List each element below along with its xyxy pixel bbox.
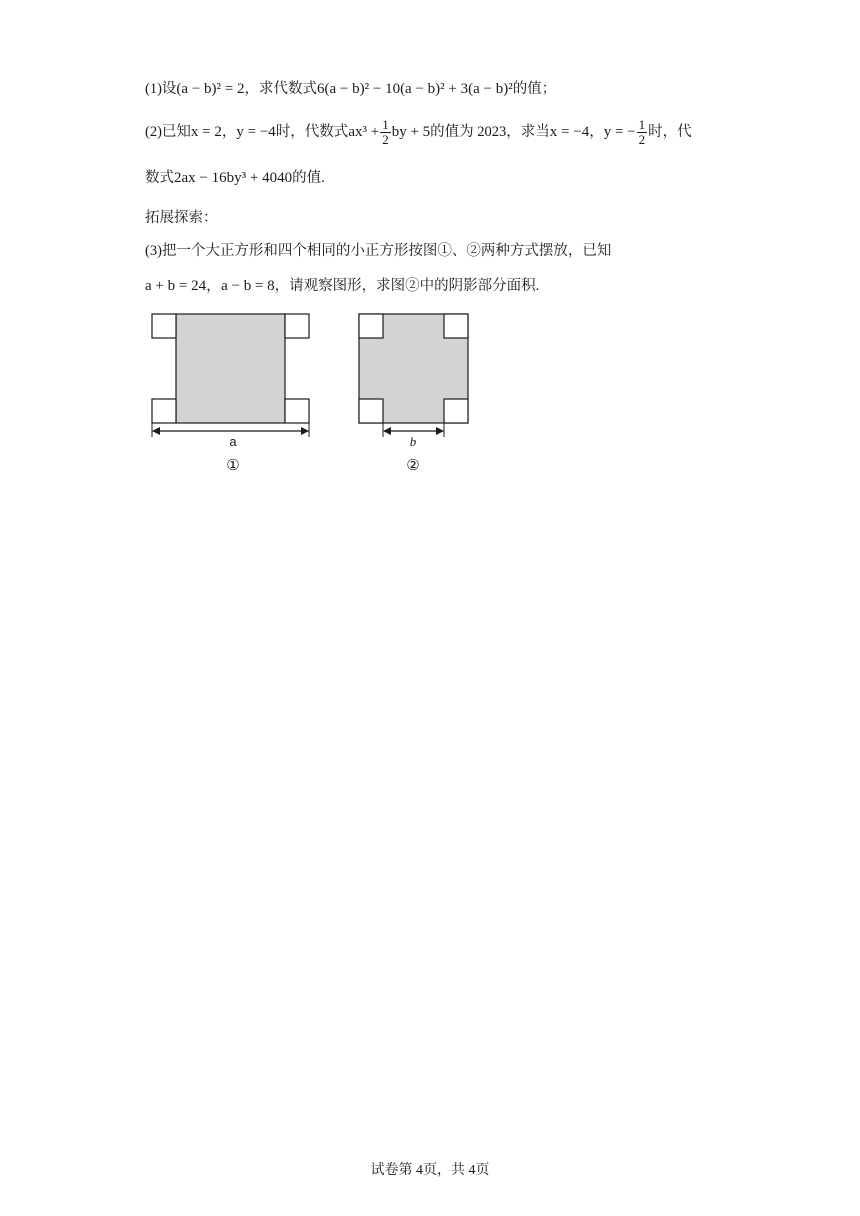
q2-expr-a: ax³ + xyxy=(348,123,380,140)
q2-end2: 的值. xyxy=(292,170,325,186)
q2-mid2: 的值为 2023，求当 xyxy=(430,123,550,140)
q1-given: (a − b)² = 2 xyxy=(176,81,245,97)
question-3-line-2 xyxy=(145,276,539,296)
fraction-denominator: 2 xyxy=(382,132,389,147)
q2-expr-b: by + 5 xyxy=(391,123,431,140)
q1-label: (1)设 xyxy=(145,81,177,97)
fig1-small-square-top-left xyxy=(152,314,176,338)
q2-sep: ， xyxy=(221,123,237,140)
q2-cond-y: y = −4 xyxy=(236,123,276,140)
q2-sep2: ， xyxy=(589,123,604,140)
q1-expression: 6(a − b)² − 10(a − b)² + 3(a − b)² xyxy=(317,81,513,97)
q2-label: (2)已知 xyxy=(145,123,191,140)
q2-cond-x: x = 2 xyxy=(190,123,222,140)
question-3-line-1: (3)把一个大正方形和四个相同的小正方形按图①、②两种方式摆放，已知 xyxy=(145,243,612,259)
q3-condition: a + b = 24，a − b = 8 xyxy=(145,278,275,294)
q1-mid: ，求代数式 xyxy=(244,81,317,97)
q2-cond-x2: x = −4 xyxy=(549,123,590,140)
fig1-small-square-bottom-right xyxy=(285,399,309,423)
fig1-small-square-bottom-left xyxy=(152,399,176,423)
q2-mid1: 时，代数式 xyxy=(275,123,349,140)
q2-cond-y2: y = − xyxy=(603,123,636,140)
square-figures xyxy=(140,306,480,481)
fig2-caption: ② xyxy=(406,456,420,474)
fig2-small-square-top-right xyxy=(444,314,468,338)
fig1-dimension-label: a xyxy=(229,434,237,449)
fig2-dimension-label: b xyxy=(409,434,417,449)
q2-fraction-half-2 xyxy=(637,118,648,147)
q2-fraction-half xyxy=(380,118,391,147)
question-1 xyxy=(145,79,556,99)
figure-1 xyxy=(152,314,309,474)
fraction-numerator: 1 xyxy=(638,117,646,132)
q2-line2-start: 数式 xyxy=(145,170,174,186)
fig2-small-square-top-left xyxy=(359,314,383,338)
fig2-small-square-bottom-right xyxy=(444,399,468,423)
fig2-small-square-bottom-left xyxy=(359,399,383,423)
fig1-caption: ① xyxy=(226,456,240,474)
q3-end: ，请观察图形，求图②中的阴影部分面积. xyxy=(274,278,540,294)
fig1-large-square xyxy=(176,314,285,423)
q2-end1: 时，代 xyxy=(648,123,692,140)
page-footer: 试卷第 4页，共 4页 xyxy=(370,1163,490,1178)
figure-2 xyxy=(359,314,468,474)
fig1-small-square-top-right xyxy=(285,314,309,338)
q1-end: 的值； xyxy=(512,81,557,97)
question-2-line-1 xyxy=(145,118,692,147)
question-2-line-2 xyxy=(145,168,325,188)
section-title: 拓展探索： xyxy=(145,210,218,226)
fraction-numerator: 1 xyxy=(382,117,389,132)
fraction-denominator: 2 xyxy=(638,132,646,147)
q2-expr2: 2ax − 16by³ + 4040 xyxy=(174,170,293,186)
